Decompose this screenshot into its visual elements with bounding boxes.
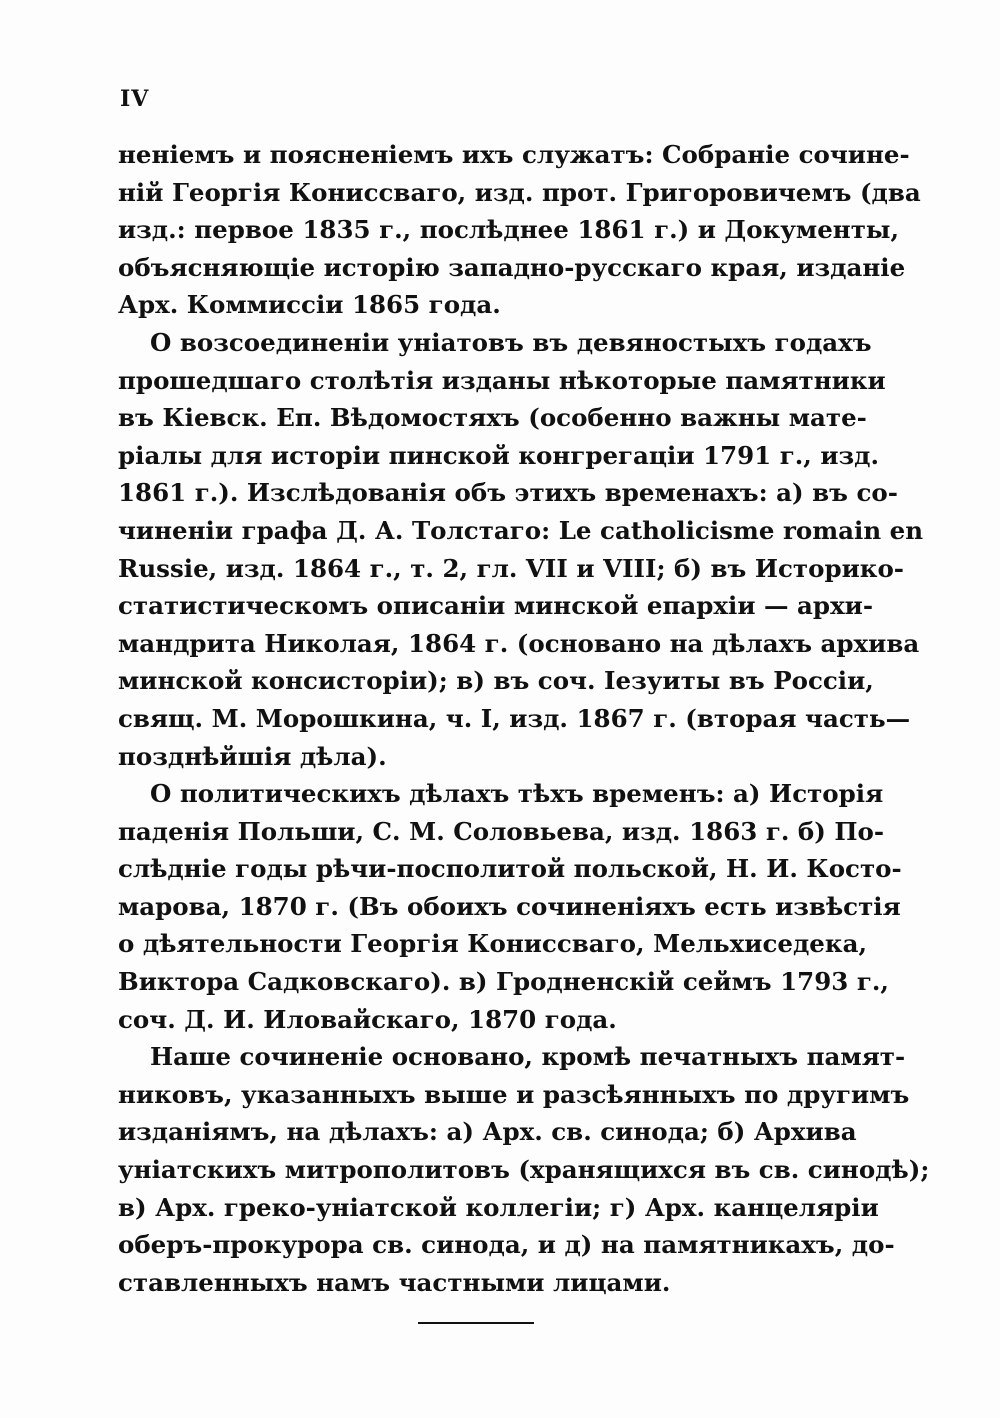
text-line: 1861 г.). Изслѣдованія объ этихъ временахъ: а) въ со- (118, 478, 898, 508)
text-line: прошедшаго столѣтія изданы нѣкоторые памятники (118, 365, 886, 395)
text-line: минской консисторіи); в) въ соч. Іезуиты въ Россіи, (118, 666, 874, 696)
text-line: позднѣйшія дѣла). (118, 741, 387, 771)
section-end-rule (418, 1322, 534, 1324)
text-line: Наше сочиненіе основано, кромѣ печатныхъ памят- (150, 1042, 906, 1072)
text-line: неніемъ и поясненіемъ ихъ служатъ: Собраніе сочине- (118, 140, 910, 169)
text-line: объясняющіе исторію западно-русскаго края, изданіе (118, 252, 906, 282)
text-line: соч. Д. И. Иловайскаго, 1870 года. (118, 1004, 617, 1034)
text-line: въ Кіевск. Еп. Вѣдомостяхъ (особенно важны мате- (118, 403, 867, 433)
page-number: IV (120, 86, 150, 112)
text-line: Арх. Коммиссіи 1865 года. (118, 290, 501, 320)
text-line: мандрита Николая, 1864 г. (основано на дѣлахъ архива (118, 628, 920, 658)
text-line: изданіямъ, на дѣлахъ: а) Арх. св. синода; б) Архива (118, 1117, 857, 1147)
text-line: ріалы для исторіи пинской конгрегаціи 1791 г., изд. (118, 440, 880, 470)
text-line: о дѣятельности Георгія Кониссваго, Мельхиседека, (118, 929, 867, 959)
text-line: марова, 1870 г. (Въ обоихъ сочиненіяхъ есть извѣстія (118, 891, 901, 921)
paragraph (118, 324, 924, 775)
paragraph (118, 136, 921, 324)
text-line: О возсоединеніи уніатовъ въ девяностыхъ годахъ (150, 327, 872, 357)
text-line: ній Георгія Кониссваго, изд. прот. Григоровичемъ (два (118, 177, 921, 207)
text-line: изд.: первое 1835 г., послѣднее 1861 г.) и Документы, (118, 215, 900, 245)
text-line: паденія Польши, С. М. Соловьева, изд. 1863 г. б) По- (118, 816, 885, 846)
text-line: Виктора Садковскаго). в) Гродненскій сеймъ 1793 г., (118, 967, 889, 997)
text-line: в) Арх. греко-уніатской коллегіи; г) Арх. канцеляріи (118, 1192, 879, 1222)
text-line: слѣдніе годы рѣчи-посполитой польской, Н. И. Косто- (118, 854, 902, 884)
text-line: Russie, изд. 1864 г., т. 2, гл. VII и VIII; б) въ Историко- (118, 553, 904, 583)
text-body (118, 136, 930, 1301)
text-line: свящ. М. Морошкина, ч. I, изд. 1867 г. (вторая часть— (118, 703, 911, 733)
paragraph (118, 1038, 930, 1301)
text-line: никовъ, указанныхъ выше и разсѣянныхъ по другимъ (118, 1079, 910, 1109)
text-line: уніатскихъ митрополитовъ (хранящихся въ св. синодѣ); (118, 1155, 930, 1185)
text-line: статистическомъ описаніи минской епархіи — архи- (118, 591, 874, 621)
text-line: чиненіи графа Д. А. Толстаго: Le catholicisme romain en (118, 515, 924, 545)
paragraph (118, 775, 902, 1038)
text-line: О политическихъ дѣлахъ тѣхъ временъ: а) Исторія (150, 779, 884, 809)
text-line: оберъ-прокурора св. синода, и д) на памятникахъ, до- (118, 1230, 895, 1260)
text-line: ставленныхъ намъ частными лицами. (118, 1267, 671, 1297)
